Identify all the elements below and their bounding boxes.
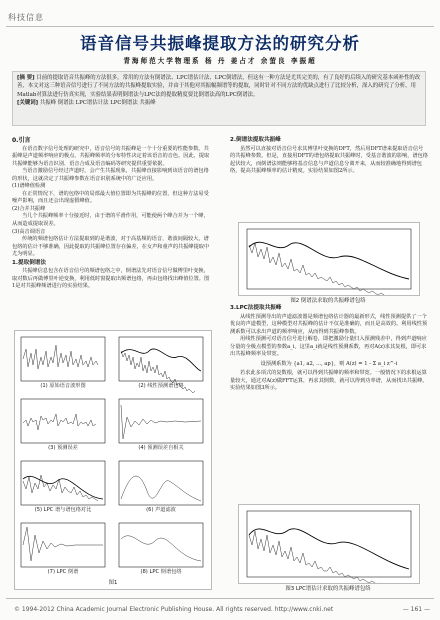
intro-heading: 0.引言: [12, 137, 31, 144]
point-2-text: 当几个共振峰频率十分接近时，由于谱的平滑作用，可能使两个峰合并为一个峰，从而造成提取误差。: [12, 213, 209, 228]
formula: 设预测系数为 {a1, a2, ..., ap}，则 A(z) = 1 - Σ a_i z^-i: [260, 360, 398, 367]
abstract-label: [摘 要]: [17, 75, 35, 81]
page-footer: [0, 598, 440, 618]
page-number: — 161 —: [402, 606, 430, 613]
method-3-text-1: 从线性预测导出的声道滤波器是频谱包络估计器的最新形式，线性预测提供了一个优良的声道模型，这种模型对共振峰的估计不仅是准确的，而且是高效的。利用线性预测系数可以求出声道的频率响应，从而得到共振峰参数。: [230, 313, 428, 335]
intro-paragraph-1: 在语音数字信号处理的研究中，语音信号的共振峰是一个十分重要的性能参数。共振峰是声道频率响应的极点，共振峰频率的分布特性决定着该语音的音色。因此，提取共振峰能够为语音识别、语音合成及语音编码等研究提供重要依据。: [12, 145, 210, 167]
page-header: [6, 6, 434, 27]
method-3-text-3: 若求此多项式的复数根，就可以得到共振峰的频率和带宽。一般情况下的求根运算量较大，通过对A(z)做FFT运算，再求其倒数，就可以得到功率谱，从而找出共振峰。实验结果如图3所示。: [230, 370, 428, 392]
method-1-text: 共振峰信息包含在语音信号的频谱包络之中，倒谱法先对语音信号做傅里叶变换，取对数后再做傅里叶逆变换，利用低时窗提取出频谱包络，再由包络找出峰值位置。图1是对共振峰频谱进行的实验结果。: [12, 268, 210, 290]
abstract-box: [12, 71, 426, 126]
keywords-text: 共振峰 倒谱法 LPC谱估计法 LPC倒谱法 共振峰: [39, 99, 156, 106]
point-3-heading: (3)高音调语音: [12, 228, 46, 235]
panel-8-label: (8) LPC 倒谱包络: [140, 569, 182, 575]
figure-1-caption: 图1: [108, 580, 118, 586]
figure-3-plot: [239, 505, 419, 583]
figure-1: [14, 330, 212, 590]
panel-6-label: (6) 声道滤波: [146, 507, 176, 513]
figure-2-plot: [239, 223, 419, 295]
method-2-text: 虽然可以直接对语音信号求其傅里叶变换的DFT，然后用DFT谱来提取语音信号的共振峰参数。但是，直接用DFT的谱包络提取共振峰时，受基音谐波的影响，谱包络起伏较大，而倒谱法则能够将基音信息与声道信息分离开来，从而较准确地得到谱包络，提高共振峰频率的估计精度。实验结果如图2所示。: [230, 145, 428, 175]
right-column-lower: [230, 304, 428, 393]
point-1-heading: (1)谱峰值检测: [12, 183, 46, 190]
panel-3-label: (3) 预测误差: [48, 445, 78, 451]
keywords-label: [关键词]: [17, 99, 39, 106]
figure-2: [238, 222, 420, 296]
paper-title: 语音信号共振峰提取方法的研究分析: [80, 34, 360, 53]
figure-1-plots: [15, 331, 211, 589]
panel-4-label: (4) 预测误差自相关: [138, 445, 184, 451]
method-3-heading: 3.LPC法提取共振峰: [230, 305, 282, 311]
intro-paragraph-2: 当语音激励信号经过声道时，会产生共振现象，共振峰直接影响到该语音的谱包络的形状，这就决定了共振峰参数在语音识别系统中的广泛应用。: [12, 168, 209, 182]
left-column: [12, 136, 210, 291]
abstract-text: 目前的提取语音共振峰的方法很多，常用的方法有倒谱法、LPC谱估计法、LPC倒谱法，但这有一种方法是尤其完美的，有了良好的后续入的研究基本函补性的改善，本文对这三种语音信号进行了不同方法的共振峰提取实验，并由于其他对其振幅频谱等的提取，同时针对不同方法的优缺点进行了比较分析，深入的研究了分析，用Matlab对算法进行仿真实现，实验结果表明倒谱法与LPC法的提取精度要比倒谱法高的LPC倒谱法。: [17, 75, 421, 98]
author-line: 青海师范大学物理系 杨 丹 姜占才 余萤良 李振超: [123, 57, 317, 65]
figure-3-caption: 图3 LPC谱估计求取的共振峰谱包络: [285, 586, 371, 592]
figure-3: [238, 504, 420, 584]
panel-7-label: (7) LPC 倒谱: [47, 569, 79, 575]
point-3-text: 传统的频谱包络估计方法提取到的是谐波，对于高基频的语音，谐波间隔较大，谱包络的估计不够准确，因此提取的共振峰位置存在偏差，在女声和童声的共振峰提取中尤为明显。: [12, 236, 210, 258]
panel-5-label: (5) LPC 谱与谱包络对比: [34, 507, 92, 513]
panel-2-label: (2) 线性预测谱包络: [138, 383, 184, 389]
right-column: [230, 136, 428, 176]
section-label: 科技信息: [8, 13, 44, 22]
point-2-heading: (2)合并共振峰: [12, 205, 46, 212]
figure-2-caption: 图2 倒谱法求取的共振峰谱包络: [290, 298, 366, 304]
point-1-text: 在正常情况下，谱的包络中的局部最大值位置即为共振峰的位置，但这种方法易受噪声影响，而且还会出现虚假峰值。: [12, 190, 209, 205]
method-2-heading: 2.倒谱法提取共振峰: [230, 137, 281, 143]
panel-1-label: (1) 原始语音波形图: [40, 383, 86, 389]
method-3-text-2: 用线性预测可对语音信号进行解卷，即把激励分量归入预测残差中，得到声道响应分量的全极点模型的参数a_i，这里a_i就是线性预测系数，再对A(z)求其复根，即可求出共振峰频率及带宽。: [230, 336, 427, 358]
method-1-heading: 1.提取倒谱法: [12, 259, 46, 266]
copyright-notice: © 1994-2012 China Academic Journal Electronic Publishing House. All rights reserved. http://www.cnki.net: [14, 606, 334, 613]
